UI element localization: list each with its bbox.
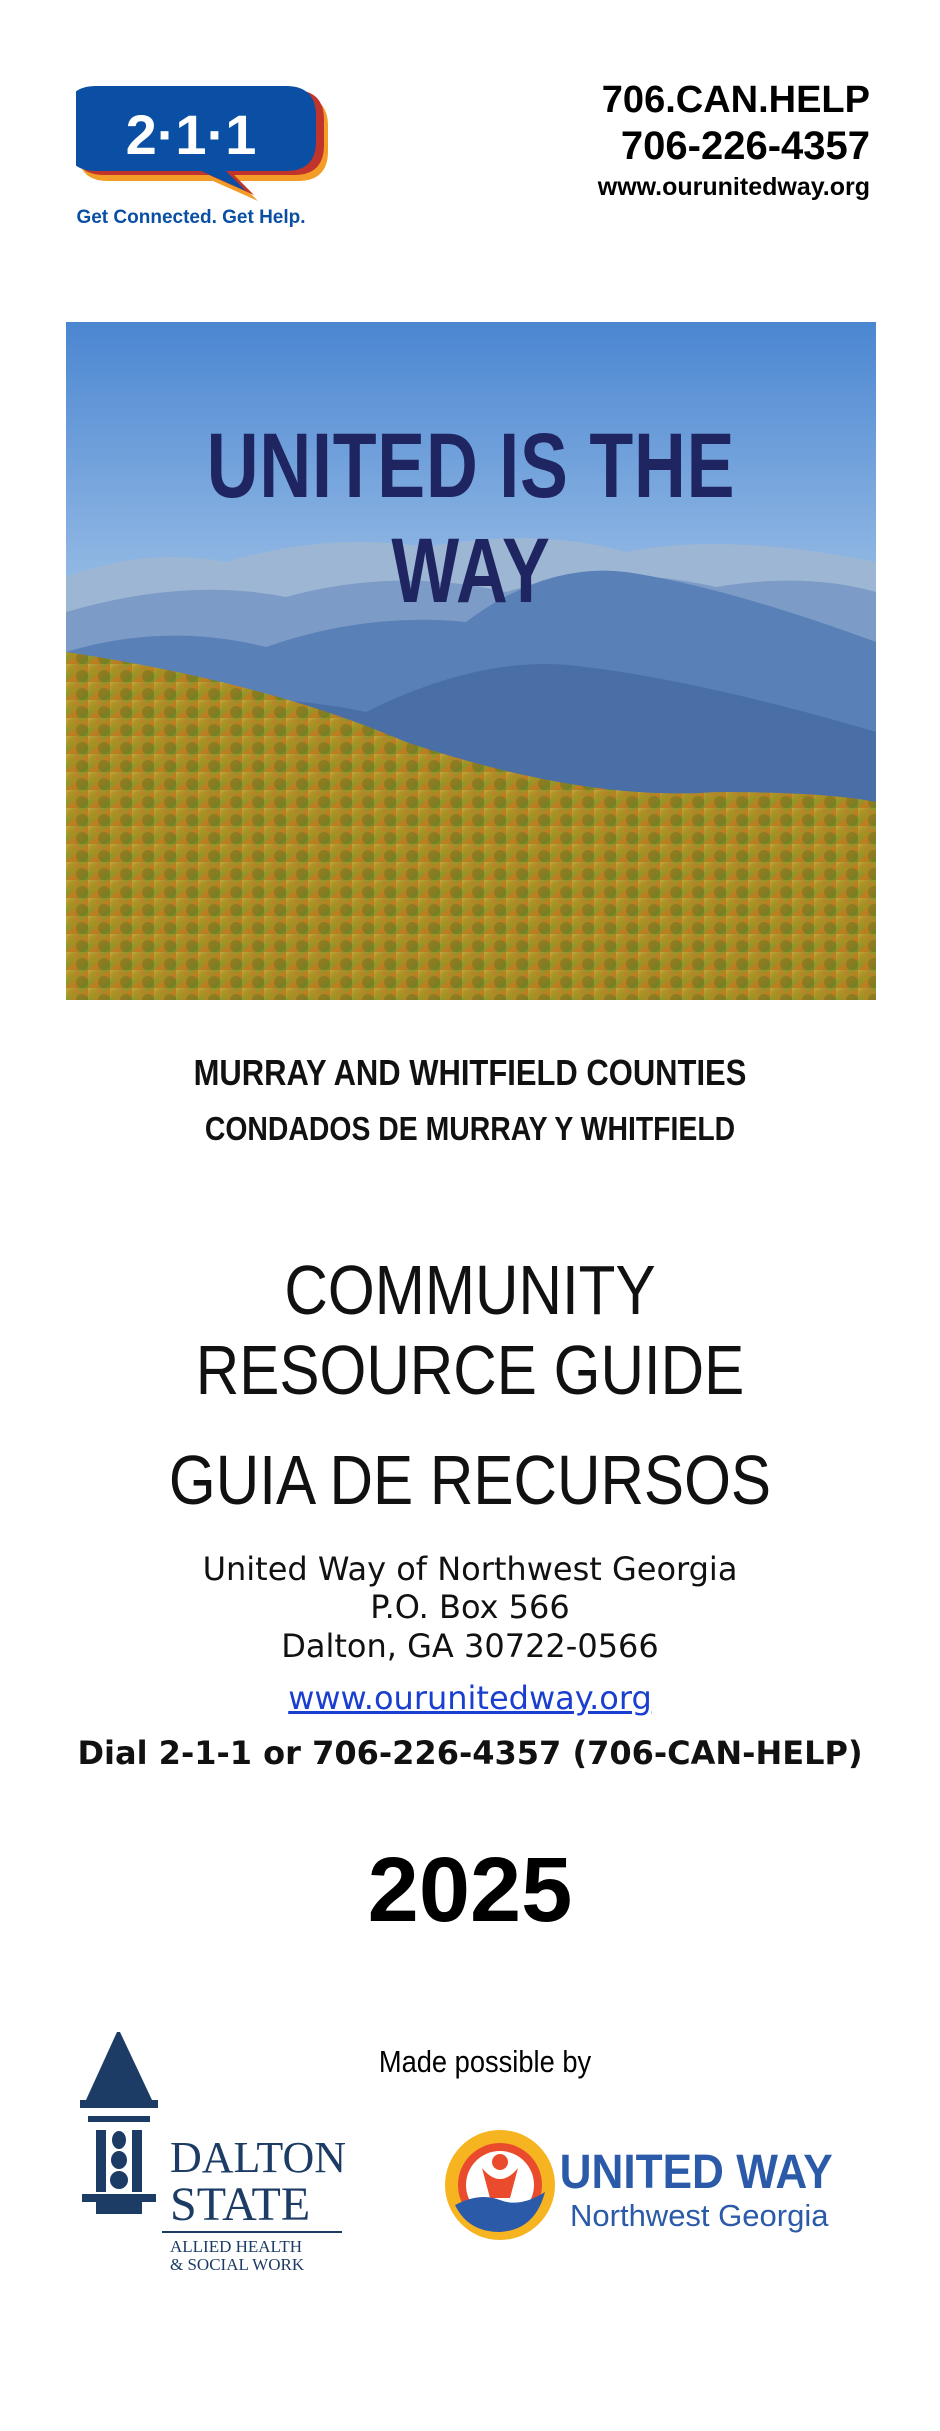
dial-instructions: Dial 2-1-1 or 706-226-4357 (706-CAN-HELP) bbox=[77, 1734, 863, 1772]
uw-region: Northwest Georgia bbox=[570, 2198, 829, 2233]
counties-english: MURRAY AND WHITFIELD COUNTIES bbox=[193, 1052, 747, 1093]
city-zip: Dalton, GA 30722-0566 bbox=[281, 1627, 659, 1665]
website-text[interactable]: www.ourunitedway.org bbox=[597, 173, 870, 201]
dalton-name-1: DALTON bbox=[170, 2133, 347, 2182]
dalton-state-logo bbox=[62, 2032, 352, 2272]
org-name: United Way of Northwest Georgia bbox=[202, 1550, 738, 1588]
title-line-3: GUIA DE RECURSOS bbox=[168, 1441, 772, 1519]
phone-word: 706.CAN.HELP bbox=[601, 79, 870, 121]
logo-tagline: Get Connected. Get Help. bbox=[76, 207, 306, 228]
title-line-1: COMMUNITY bbox=[284, 1251, 656, 1329]
clock-tower-icon bbox=[62, 2032, 352, 2272]
title-line-2: RESOURCE GUIDE bbox=[195, 1331, 745, 1409]
dalton-name-2: STATE bbox=[170, 2178, 311, 2231]
contact-block bbox=[570, 78, 870, 204]
logo-211 bbox=[76, 86, 346, 236]
website-link[interactable]: www.ourunitedway.org bbox=[288, 1679, 652, 1717]
po-box: P.O. Box 566 bbox=[370, 1588, 570, 1626]
dalton-sub-2: & SOCIAL WORK bbox=[170, 2255, 305, 2272]
counties-spanish: CONDADOS DE MURRAY Y WHITFIELD bbox=[204, 1110, 736, 1147]
hero-image bbox=[66, 322, 876, 1000]
uw-name: UNITED WAY bbox=[559, 2144, 833, 2199]
dalton-sub-1: ALLIED HEALTH bbox=[170, 2237, 303, 2256]
speech-bubble-logo-icon bbox=[76, 86, 346, 236]
hero-title: UNITED IS THE WAY bbox=[206, 415, 736, 622]
made-possible-text: Made possible by bbox=[378, 2044, 592, 2079]
logo-number: 2·1·1 bbox=[125, 103, 257, 166]
hand-person-rainbow-icon bbox=[440, 2120, 860, 2250]
united-way-logo bbox=[440, 2120, 860, 2250]
year: 2025 bbox=[367, 1839, 573, 1941]
phone-number: 706-226-4357 bbox=[620, 124, 870, 168]
